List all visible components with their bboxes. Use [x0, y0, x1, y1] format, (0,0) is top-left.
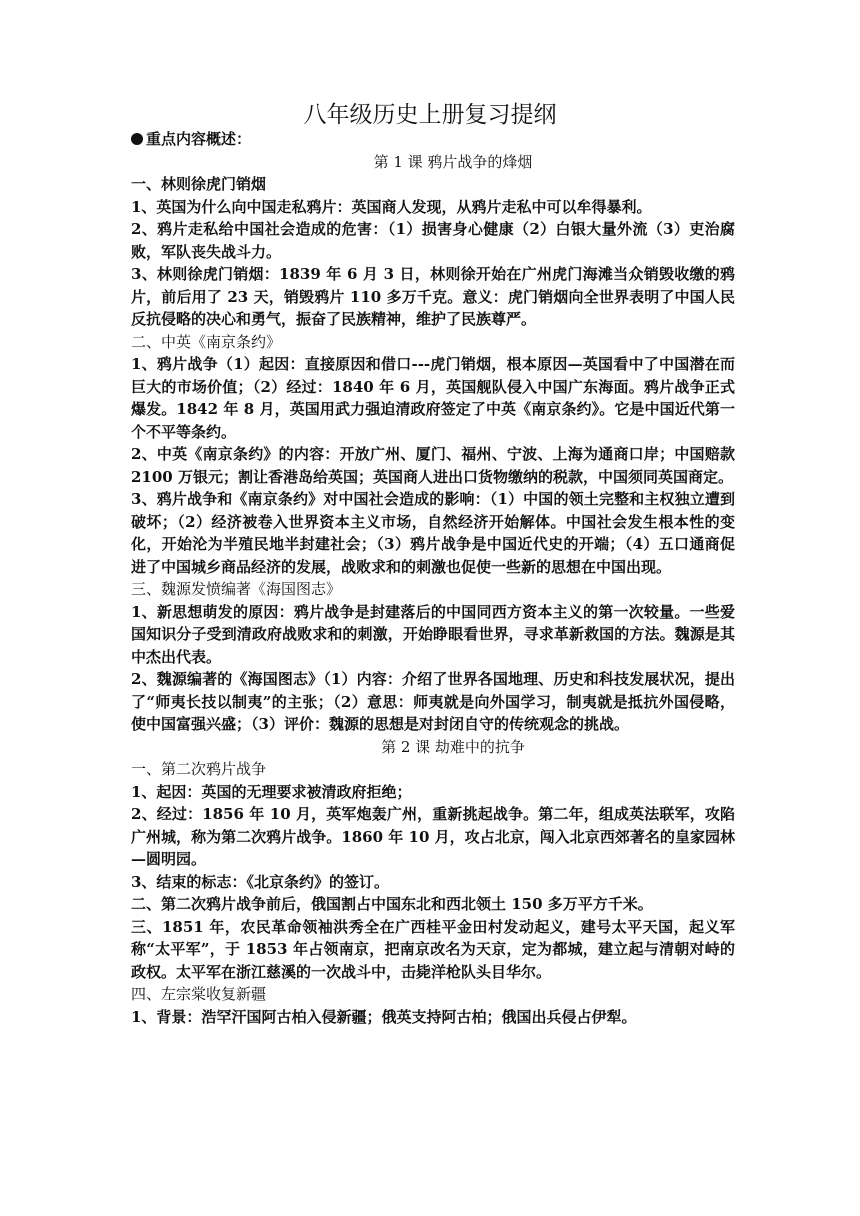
- section-heading: 一、第二次鸦片战争: [131, 760, 267, 778]
- paragraph: 1、起因：英国的无理要求被清政府拒绝；: [131, 782, 412, 801]
- overview-line: [131, 128, 735, 151]
- bullet-icon: [131, 133, 143, 145]
- paragraph: 3、鸦片战争和《南京条约》对中国社会造成的影响：（1）中国的领土完整和主权独立遭到破坏；（2）经济被卷入世界资本主义市场，自然经济开始解体。中国社会发生根本性的变化，开始沦为半殖民地半封建社会；（3）鸦片战争是中国近代史的开端；（4）五口通商促进了中国城乡商品经济的发展，战败求和的刺激也促使一些新的思想在中国出现。: [131, 490, 735, 576]
- section-heading: 三、魏源发愤编著《海国图志》: [131, 580, 342, 598]
- section-heading: 一、林则徐虎门销烟: [131, 175, 267, 193]
- paragraph: 1、鸦片战争（1）起因：直接原因和借口---虎门销烟，根本原因—英国看中了中国潜在而巨大的市场价值；（2）经过：1840 年 6 月，英国舰队侵入中国广东海面。鸦片战争正式爆发。1842 年 8 月，英国用武力强迫清政府签定了中英《南京条约》。它是中国近代第一个不平等条约。: [131, 355, 735, 441]
- paragraph: 1、背景：浩罕汗国阿古柏入侵新疆；俄英支持阿古柏；俄国出兵侵占伊犁。: [131, 1007, 637, 1026]
- lesson-2-heading: 第 2 课 劫难中的抗争: [381, 737, 525, 756]
- overview-label: 重点内容概述：: [146, 130, 252, 148]
- section-heading: 四、左宗棠收复新疆: [131, 985, 267, 1003]
- paragraph: 2、鸦片走私给中国社会造成的危害：（1）损害身心健康（2）白银大量外流（3）吏治腐败，军队丧失战斗力。: [131, 220, 735, 261]
- paragraph: 1、英国为什么向中国走私鸦片：英国商人发现，从鸦片走私中可以牟得暴利。: [131, 197, 652, 216]
- section-heading: 二、第二次鸦片战争前后，俄国割占中国东北和西北领土 150 多万平方千米。: [131, 895, 653, 913]
- document-title: 八年级历史上册复习提纲: [303, 102, 557, 128]
- paragraph: 3、结束的标志：《北京条约》的签订。: [131, 872, 389, 891]
- lesson-1-heading: 第 1 课 鸦片战争的烽烟: [373, 152, 533, 171]
- paragraph: 2、魏源编著的《海国图志》（1）内容：介绍了世界各国地理、历史和科技发展状况，提出了“师夷长技以制夷”的主张；（2）意思：师夷就是向外国学习，制夷就是抵抗外国侵略，使中国富强兴盛；（3）评价：魏源的思想是对封闭自守的传统观念的挑战。: [131, 670, 735, 733]
- section-heading: 三、1851 年，农民革命领袖洪秀全在广西桂平金田村发动起义，建号太平天国，起义军称“太平军”，于 1853 年占领南京，把南京改名为天京，定为都城，建立起与清朝对峙的政权。太平军在浙江慈溪的一次战斗中，击毙洋枪队头目华尔。: [131, 917, 735, 981]
- paragraph: 3、林则徐虎门销烟：1839 年 6 月 3 日，林则徐开始在广州虎门海滩当众销毁收缴的鸦片，前后用了 23 天，销毁鸦片 110 多万千克。意义：虎门销烟向全世界表明了中国人民反抗侵略的决心和勇气，振奋了民族精神，维护了民族尊严。: [131, 265, 735, 328]
- paragraph: 2、经过：1856 年 10 月，英军炮轰广州，重新挑起战争。第二年，组成英法联军，攻陷广州城，称为第二次鸦片战争。1860 年 10 月，攻占北京，闯入北京西郊著名的皇家园林—圆明园。: [131, 805, 735, 868]
- paragraph: 2、中英《南京条约》的内容：开放广州、厦门、福州、宁波、上海为通商口岸；中国赔款 2100 万银元；割让香港岛给英国；英国商人进出口货物缴纳的税款，中国须同英国商定。: [131, 445, 735, 486]
- document-body: [131, 128, 735, 1028]
- section-heading: 二、中英《南京条约》: [131, 332, 282, 351]
- paragraph: 1、新思想萌发的原因：鸦片战争是封建落后的中国同西方资本主义的第一次较量。一些爱国知识分子受到清政府战败求和的刺激，开始睁眼看世界，寻求革新救国的方法。魏源是其中杰出代表。: [131, 602, 735, 666]
